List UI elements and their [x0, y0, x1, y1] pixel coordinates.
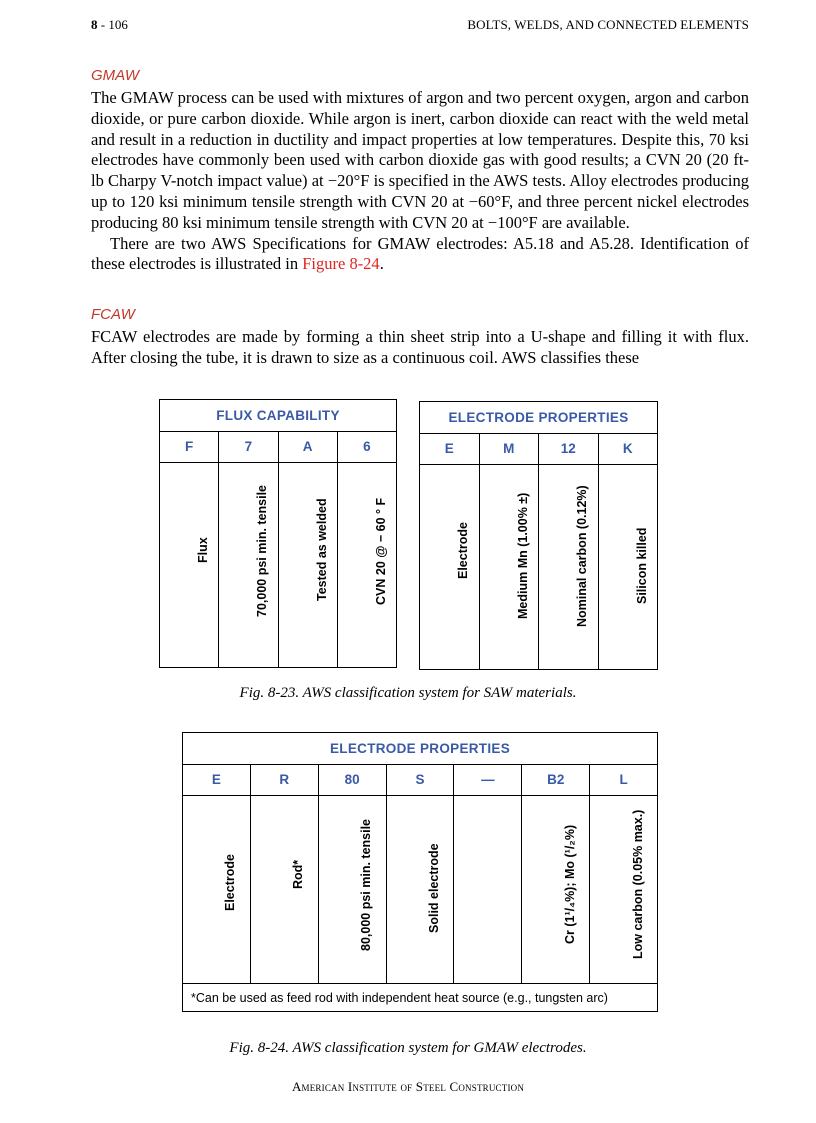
electrode-properties-title: ELECTRODE PROPERTIES: [420, 402, 657, 434]
desc-text: 70,000 psi min. tensile: [255, 484, 270, 617]
gmaw-footnote: *Can be used as feed rod with independent heat source (e.g., tungsten arc): [183, 983, 657, 1011]
flux-capability-title: FLUX CAPABILITY: [160, 400, 396, 432]
desc-text: Electrode: [223, 854, 238, 911]
code-cell: M: [480, 433, 540, 464]
code-cell: S: [387, 764, 455, 795]
electrode-descriptions-row: [420, 465, 657, 669]
code-cell: K: [622, 441, 633, 456]
code-cell: A: [279, 431, 338, 462]
flux-capability-table: [159, 399, 397, 668]
desc-text: Rod*: [291, 859, 306, 889]
desc-text: CVN 20 @ − 60 ° F: [373, 497, 388, 605]
desc-text: 80,000 psi min. tensile: [359, 818, 374, 951]
page-number: 8 - 106: [91, 17, 128, 32]
fig-8-23-caption: Fig. 8-23. AWS classification system for SAW materials.: [239, 685, 577, 701]
flux-codes-row: [160, 431, 396, 463]
gmaw-paragraph-1: The GMAW process can be used with mixtures of argon and two percent oxygen, argon and carbon dioxide, or pure carbon dioxide. While argon is inert, carbon dioxide can react with the weld metal and result in a reduction in ductility and impact properties at low temperatures. Despite this, 70 ksi electrodes have commonly been used with carbon dioxide gas with good results; a CVN 20 (20 ft-lb Charpy V-notch impact value) at −20°F is specified in the AWS tests. Alloy electrodes producing up to 120 ksi minimum tensile strength with CVN 20 at −60°F, and three percent nickel electrodes producing 80 ksi minimum tensile strength with CVN 20 at −100°F are available.: [91, 88, 749, 232]
gmaw-electrode-properties-table: [182, 732, 658, 1012]
saw-electrode-properties-table: [419, 401, 658, 670]
code-cell: E: [183, 764, 251, 795]
gmaw-electrode-properties-title: ELECTRODE PROPERTIES: [183, 733, 657, 765]
code-cell: F: [160, 431, 219, 462]
code-cell: 7: [219, 431, 278, 462]
figure-8-24-link[interactable]: Figure 8-24: [302, 254, 380, 274]
desc-text: Low carbon (0.05% max.): [630, 809, 645, 959]
gmaw-paragraph-2: There are two AWS Specifications for GMAW electrodes: A5.18 and A5.28. Identification of these electrodes is illustrated in Figure 8-24.: [91, 233, 749, 274]
page-footer: American Institute of Steel Construction: [291, 1079, 525, 1094]
fcaw-section: [91, 306, 749, 369]
fig-8-24-caption: Fig. 8-24. AWS classification system for GMAW electrodes.: [229, 1040, 587, 1056]
code-cell: —: [454, 764, 522, 795]
desc-text: Silicon killed: [634, 527, 649, 604]
code-cell: B2: [522, 764, 590, 795]
desc-text: Nominal carbon (0.12%): [575, 485, 590, 627]
code-cell: 80: [319, 764, 387, 795]
desc-text: Electrode: [456, 522, 471, 579]
desc-text: Medium Mn (1.00% ±): [515, 492, 530, 619]
flux-descriptions-row: [160, 463, 396, 667]
gmaw-section: [91, 67, 749, 275]
electrode-codes-row: [420, 433, 657, 465]
fcaw-paragraph: FCAW electrodes are made by forming a thin sheet strip into a U-shape and filling it with flux. After closing the tube, it is drawn to size as a continuous coil. AWS classifies these: [91, 327, 749, 367]
fcaw-heading: FCAW: [91, 306, 135, 323]
gmaw-heading: GMAW: [91, 67, 140, 84]
page-header: [91, 17, 749, 35]
gmaw-codes-row: [183, 764, 657, 796]
gmaw-descriptions-row: [183, 796, 657, 983]
code-cell: 12: [539, 433, 599, 464]
code-cell: R: [251, 764, 319, 795]
desc-text: Cr (1¹/₄%); Mo (¹/₂%): [562, 824, 577, 944]
running-title: BOLTS, WELDS, AND CONNECTED ELEMENTS: [467, 17, 749, 32]
desc-text: Flux: [196, 537, 211, 563]
code-cell: 6: [363, 439, 371, 454]
desc-text: Solid electrode: [427, 843, 441, 933]
desc-text: Tested as welded: [314, 498, 329, 601]
code-cell: L: [619, 772, 628, 787]
code-cell: E: [420, 433, 480, 464]
